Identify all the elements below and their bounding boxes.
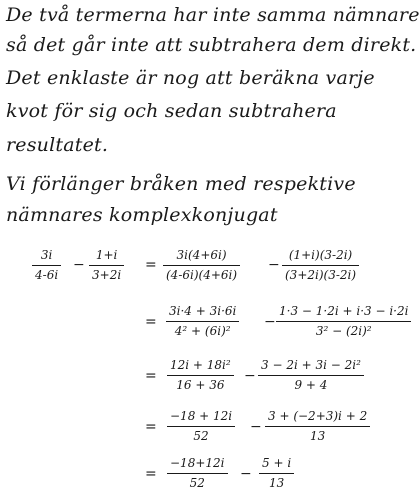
- text-line-3: Det enklaste är nog att beräkna varje: [6, 67, 375, 89]
- equals-sign: =: [145, 368, 157, 384]
- text-line-4: kvot för sig och sedan subtrahera: [6, 100, 337, 122]
- minus-sign: −: [268, 257, 280, 273]
- equals-sign: =: [145, 466, 157, 482]
- fraction-final-second: 5 + i 13: [259, 456, 294, 491]
- fraction-combined-second: 3 + (−2+3)i + 2 13: [265, 409, 370, 444]
- minus-sign: −: [250, 419, 262, 435]
- equals-sign: =: [145, 419, 157, 435]
- minus-sign: −: [73, 257, 85, 273]
- minus-sign: −: [240, 466, 252, 482]
- text-line-7: nämnares komplexkonjugat: [6, 204, 278, 226]
- fraction-expanded-first: 3i·4 + 3i·6i 4² + (6i)²: [166, 304, 239, 339]
- fraction-conjugate-first: 3i(4+6i) (4-6i)(4+6i): [163, 248, 240, 283]
- minus-sign: −: [244, 368, 256, 384]
- equals-sign: =: [145, 314, 157, 330]
- fraction-simplified-second: 3 − 2i + 3i − 2i² 9 + 4: [258, 358, 364, 393]
- fraction-combined-first: −18 + 12i 52: [167, 409, 235, 444]
- fraction-simplified-first: 12i + 18i² 16 + 36: [167, 358, 234, 393]
- text-line-6: Vi förlänger bråken med respektive: [6, 173, 356, 195]
- text-line-1: De två termerna har inte samma nämnare: [6, 4, 420, 26]
- fraction-3i-over-4-6i: 3i 4-6i: [32, 248, 61, 283]
- fraction-conjugate-second: (1+i)(3-2i) (3+2i)(3-2i): [282, 248, 359, 283]
- equals-sign: =: [145, 257, 157, 273]
- text-line-5: resultatet.: [6, 134, 109, 156]
- minus-sign: −: [264, 314, 276, 330]
- text-line-2: så det går inte att subtrahera dem direkt.: [6, 34, 417, 56]
- fraction-final-first: −18+12i 52: [167, 456, 228, 491]
- fraction-1+i-over-3+2i: 1+i 3+2i: [89, 248, 124, 283]
- fraction-expanded-second: 1·3 − 1·2i + i·3 − i·2i 3² − (2i)²: [276, 304, 411, 339]
